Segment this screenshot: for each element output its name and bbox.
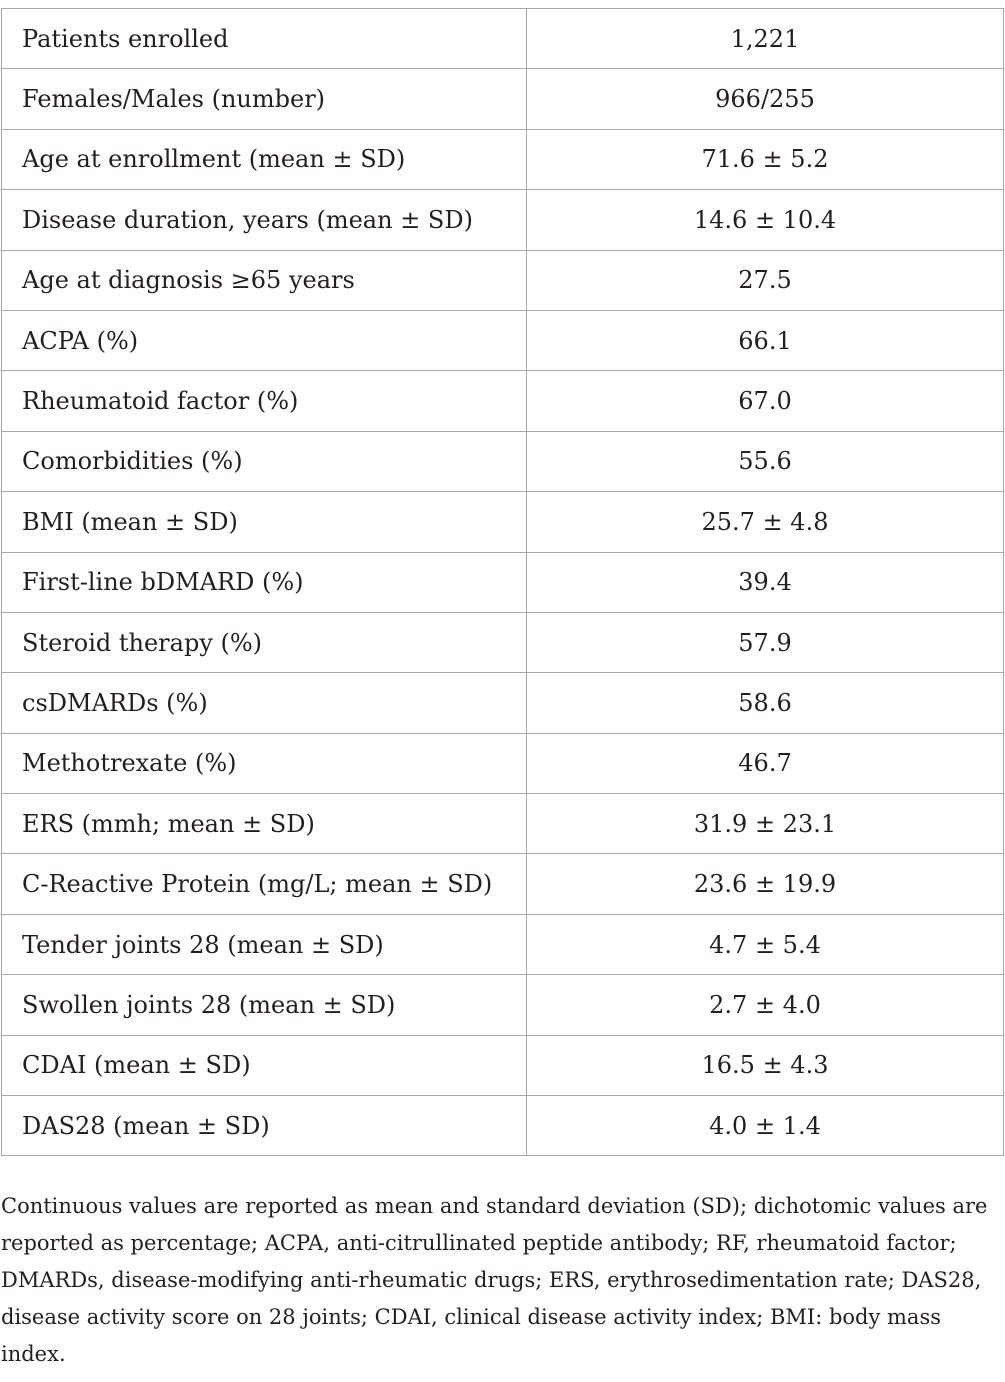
row-value: 39.4 (527, 552, 1004, 612)
row-value: 58.6 (527, 673, 1004, 733)
row-label: Disease duration, years (mean ± SD) (2, 190, 527, 250)
table-row (2, 975, 1004, 1035)
table-row (2, 190, 1004, 250)
row-label: BMI (mean ± SD) (2, 492, 527, 552)
table-row (2, 612, 1004, 672)
table-row (2, 371, 1004, 431)
row-value: 57.9 (527, 612, 1004, 672)
row-label: First-line bDMARD (%) (2, 552, 527, 612)
row-value: 31.9 ± 23.1 (527, 794, 1004, 854)
table-row (2, 431, 1004, 491)
row-label: Age at diagnosis ≥65 years (2, 250, 527, 310)
row-label: Swollen joints 28 (mean ± SD) (2, 975, 527, 1035)
table-row (2, 492, 1004, 552)
table-row (2, 673, 1004, 733)
row-label: DAS28 (mean ± SD) (2, 1096, 527, 1156)
row-value: 966/255 (527, 69, 1004, 129)
table-row (2, 914, 1004, 974)
row-label: Females/Males (number) (2, 69, 527, 129)
table-row (2, 1035, 1004, 1095)
row-label: Tender joints 28 (mean ± SD) (2, 914, 527, 974)
row-label: Patients enrolled (2, 9, 527, 69)
table-row (2, 310, 1004, 370)
row-label: Age at enrollment (mean ± SD) (2, 129, 527, 189)
table-row (2, 794, 1004, 854)
table-row (2, 1096, 1004, 1156)
row-label: Steroid therapy (%) (2, 612, 527, 672)
row-value: 4.7 ± 5.4 (527, 914, 1004, 974)
row-value: 46.7 (527, 733, 1004, 793)
patient-characteristics-table (1, 8, 1004, 1156)
row-value: 23.6 ± 19.9 (527, 854, 1004, 914)
row-value: 4.0 ± 1.4 (527, 1096, 1004, 1156)
row-value: 71.6 ± 5.2 (527, 129, 1004, 189)
table-row (2, 552, 1004, 612)
row-label: Methotrexate (%) (2, 733, 527, 793)
row-label: Rheumatoid factor (%) (2, 371, 527, 431)
row-value: 14.6 ± 10.4 (527, 190, 1004, 250)
row-label: ERS (mmh; mean ± SD) (2, 794, 527, 854)
row-value: 1,221 (527, 9, 1004, 69)
row-label: ACPA (%) (2, 310, 527, 370)
row-value: 2.7 ± 4.0 (527, 975, 1004, 1035)
table-row (2, 9, 1004, 69)
row-value: 16.5 ± 4.3 (527, 1035, 1004, 1095)
row-label: CDAI (mean ± SD) (2, 1035, 527, 1095)
row-label: Comorbidities (%) (2, 431, 527, 491)
table-footnote: Continuous values are reported as mean and standard deviation (SD); dichotomic values are reported as percentage; ACPA, anti-citrullinated peptide antibody; RF, rheumatoid factor; DMARDs, disease-modifying anti-rheumatic drugs; ERS, erythrosedimentation rate; DAS28, disease activity score on 28 joints; CDAI, clinical disease activity index; BMI: body mass index. (1, 1194, 988, 1366)
row-value: 27.5 (527, 250, 1004, 310)
table-row (2, 250, 1004, 310)
row-value: 25.7 ± 4.8 (527, 492, 1004, 552)
row-label: C-Reactive Protein (mg/L; mean ± SD) (2, 854, 527, 914)
table-row (2, 854, 1004, 914)
row-label: csDMARDs (%) (2, 673, 527, 733)
table-row (2, 733, 1004, 793)
table-row (2, 69, 1004, 129)
row-value: 55.6 (527, 431, 1004, 491)
row-value: 66.1 (527, 310, 1004, 370)
row-value: 67.0 (527, 371, 1004, 431)
table-row (2, 129, 1004, 189)
